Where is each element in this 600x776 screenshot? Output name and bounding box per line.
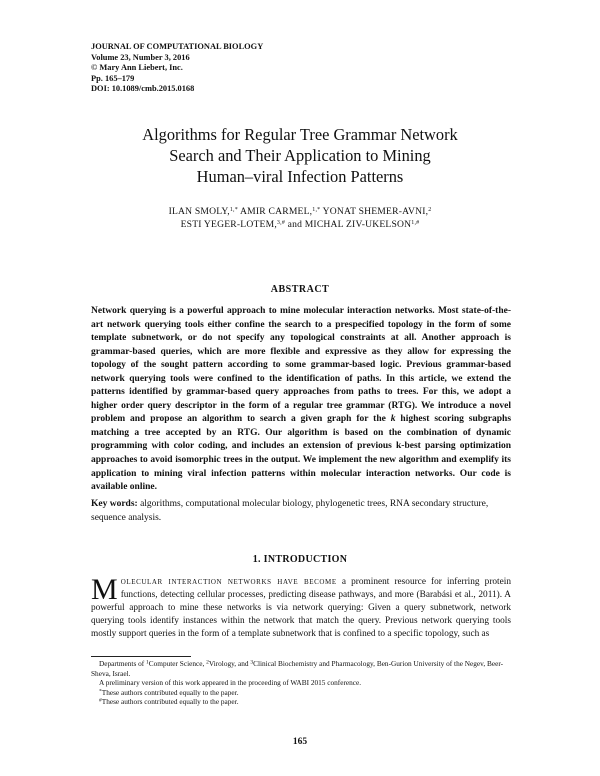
title-line-1: Algorithms for Regular Tree Grammar Network bbox=[142, 125, 458, 144]
intro-text: a prominent resource for inferring protein functions, detecting cellular processes, predicting disease pathways, and more (Barabási et al., 2011). A powerful approach to mine these networks is via network querying: Given a query subnetwork, network querying tools identify instances within the network that match the query. Previous network querying tools mostly support queries in the form of a template subnetwork that is confined to a specific topology, such as bbox=[91, 577, 511, 639]
drop-cap: M bbox=[91, 573, 118, 606]
footnote-rule bbox=[91, 656, 191, 657]
intro-smallcaps-lead: olecular interaction networks have become bbox=[120, 577, 337, 587]
introduction-body bbox=[91, 573, 511, 641]
footnote-text: These authors contributed equally to the paper. bbox=[101, 687, 239, 697]
author-affiliation: 1,* bbox=[312, 207, 321, 213]
author-affiliation: 3,# bbox=[276, 220, 286, 226]
keywords-text: algorithms, computational molecular biology, phylogenetic trees, RNA secondary structure, sequence analysis. bbox=[91, 499, 489, 523]
footnote-sup: 2 bbox=[206, 659, 209, 666]
author-affiliation: 1,# bbox=[411, 220, 420, 226]
title-line-3: Human–viral Infection Patterns bbox=[196, 167, 404, 186]
journal-doi: DOI: 10.1089/cmb.2015.0168 bbox=[91, 84, 195, 93]
footnote-sup: 1 bbox=[146, 659, 149, 666]
footnote-sup: * bbox=[99, 688, 102, 695]
author-line-1 bbox=[100, 205, 500, 218]
abstract-text-part-1: Network querying is a powerful approach to mine molecular interaction networks. Most state-of-the-art network querying tools either confine the search to a prespecified topology in the form of some template subnetwork, or do not specify any topological constraints at all. Another approach is grammar-based queries, which are more flexible and expressive as they allow for expressing the topology of the sought pattern according to some grammar-based logic. Previous grammar-based network querying tools were confined to the identification of paths. In this article, we extend the patterns identified by grammar-based query approaches from paths to trees. For this, we adopt a higher order query descriptor in the form of a regular tree grammar (RTG). We introduce a novel problem and propose an algorithm to search a given graph for the bbox=[91, 306, 511, 425]
journal-copyright: © Mary Ann Liebert, Inc. bbox=[91, 63, 183, 72]
author-name: ESTI YEGER-LOTEM, bbox=[180, 219, 277, 230]
page-number: 165 bbox=[292, 737, 308, 747]
footnote-text: These authors contributed equally to the paper. bbox=[101, 697, 239, 707]
author-list bbox=[100, 205, 500, 231]
author-name: YONAT SHEMER-AVNI, bbox=[322, 206, 429, 217]
author-name: ILAN SMOLY, bbox=[168, 206, 230, 217]
footnote-star bbox=[91, 688, 511, 698]
journal-name: JOURNAL OF COMPUTATIONAL BIOLOGY bbox=[91, 42, 264, 51]
title-line-2: Search and Their Application to Mining bbox=[169, 146, 431, 165]
keywords bbox=[91, 498, 511, 525]
footnote-text: Departments of bbox=[99, 659, 145, 668]
footnote-sup: # bbox=[99, 697, 102, 704]
journal-header bbox=[91, 42, 263, 95]
footnote-text: Virology, and bbox=[208, 659, 249, 668]
author-name: MICHAL ZIV-UKELSON bbox=[304, 219, 412, 230]
journal-pages: Pp. 165–179 bbox=[91, 73, 135, 83]
author-affiliation: 1,* bbox=[229, 207, 238, 213]
keywords-label: Key words: bbox=[91, 499, 138, 509]
author-affiliation: 2 bbox=[428, 207, 432, 213]
abstract-text-part-2: highest scoring subgraphs matching a tree accepted by an RTG. Our algorithm is based on the combination of dynamic programming with color coding, and includes an extension of previous k-best parsing optimization approaches to avoid isomorphic trees in the output. We implement the new algorithm and exemplify its application to mining viral infection patterns within molecular interaction networks. Our code is available online. bbox=[91, 414, 512, 493]
footnote-affiliations bbox=[91, 659, 511, 678]
introduction-heading: 1. INTRODUCTION bbox=[252, 554, 348, 565]
author-name: AMIR CARMEL, bbox=[240, 206, 313, 217]
paper-title bbox=[100, 124, 500, 187]
author-conjunction: and bbox=[287, 219, 303, 230]
abstract-k-variable: k bbox=[390, 414, 396, 425]
footnotes bbox=[91, 659, 511, 707]
footnote-sup: 3 bbox=[250, 659, 254, 666]
footnote-text: Clinical Biochemistry and Pharmacology, Ben-Gurion University of the Negev, Beer-Sheva, Israel. bbox=[91, 659, 504, 678]
abstract-body bbox=[91, 305, 511, 495]
footnote-hash bbox=[91, 697, 511, 707]
footnote-text: Computer Science, bbox=[148, 659, 205, 668]
abstract-heading: ABSTRACT bbox=[270, 284, 330, 295]
journal-volume: Volume 23, Number 3, 2016 bbox=[91, 52, 190, 62]
author-line-2 bbox=[100, 218, 500, 231]
footnote-prelim: A preliminary version of this work appeared in the proceeding of WABI 2015 conference. bbox=[99, 678, 362, 688]
